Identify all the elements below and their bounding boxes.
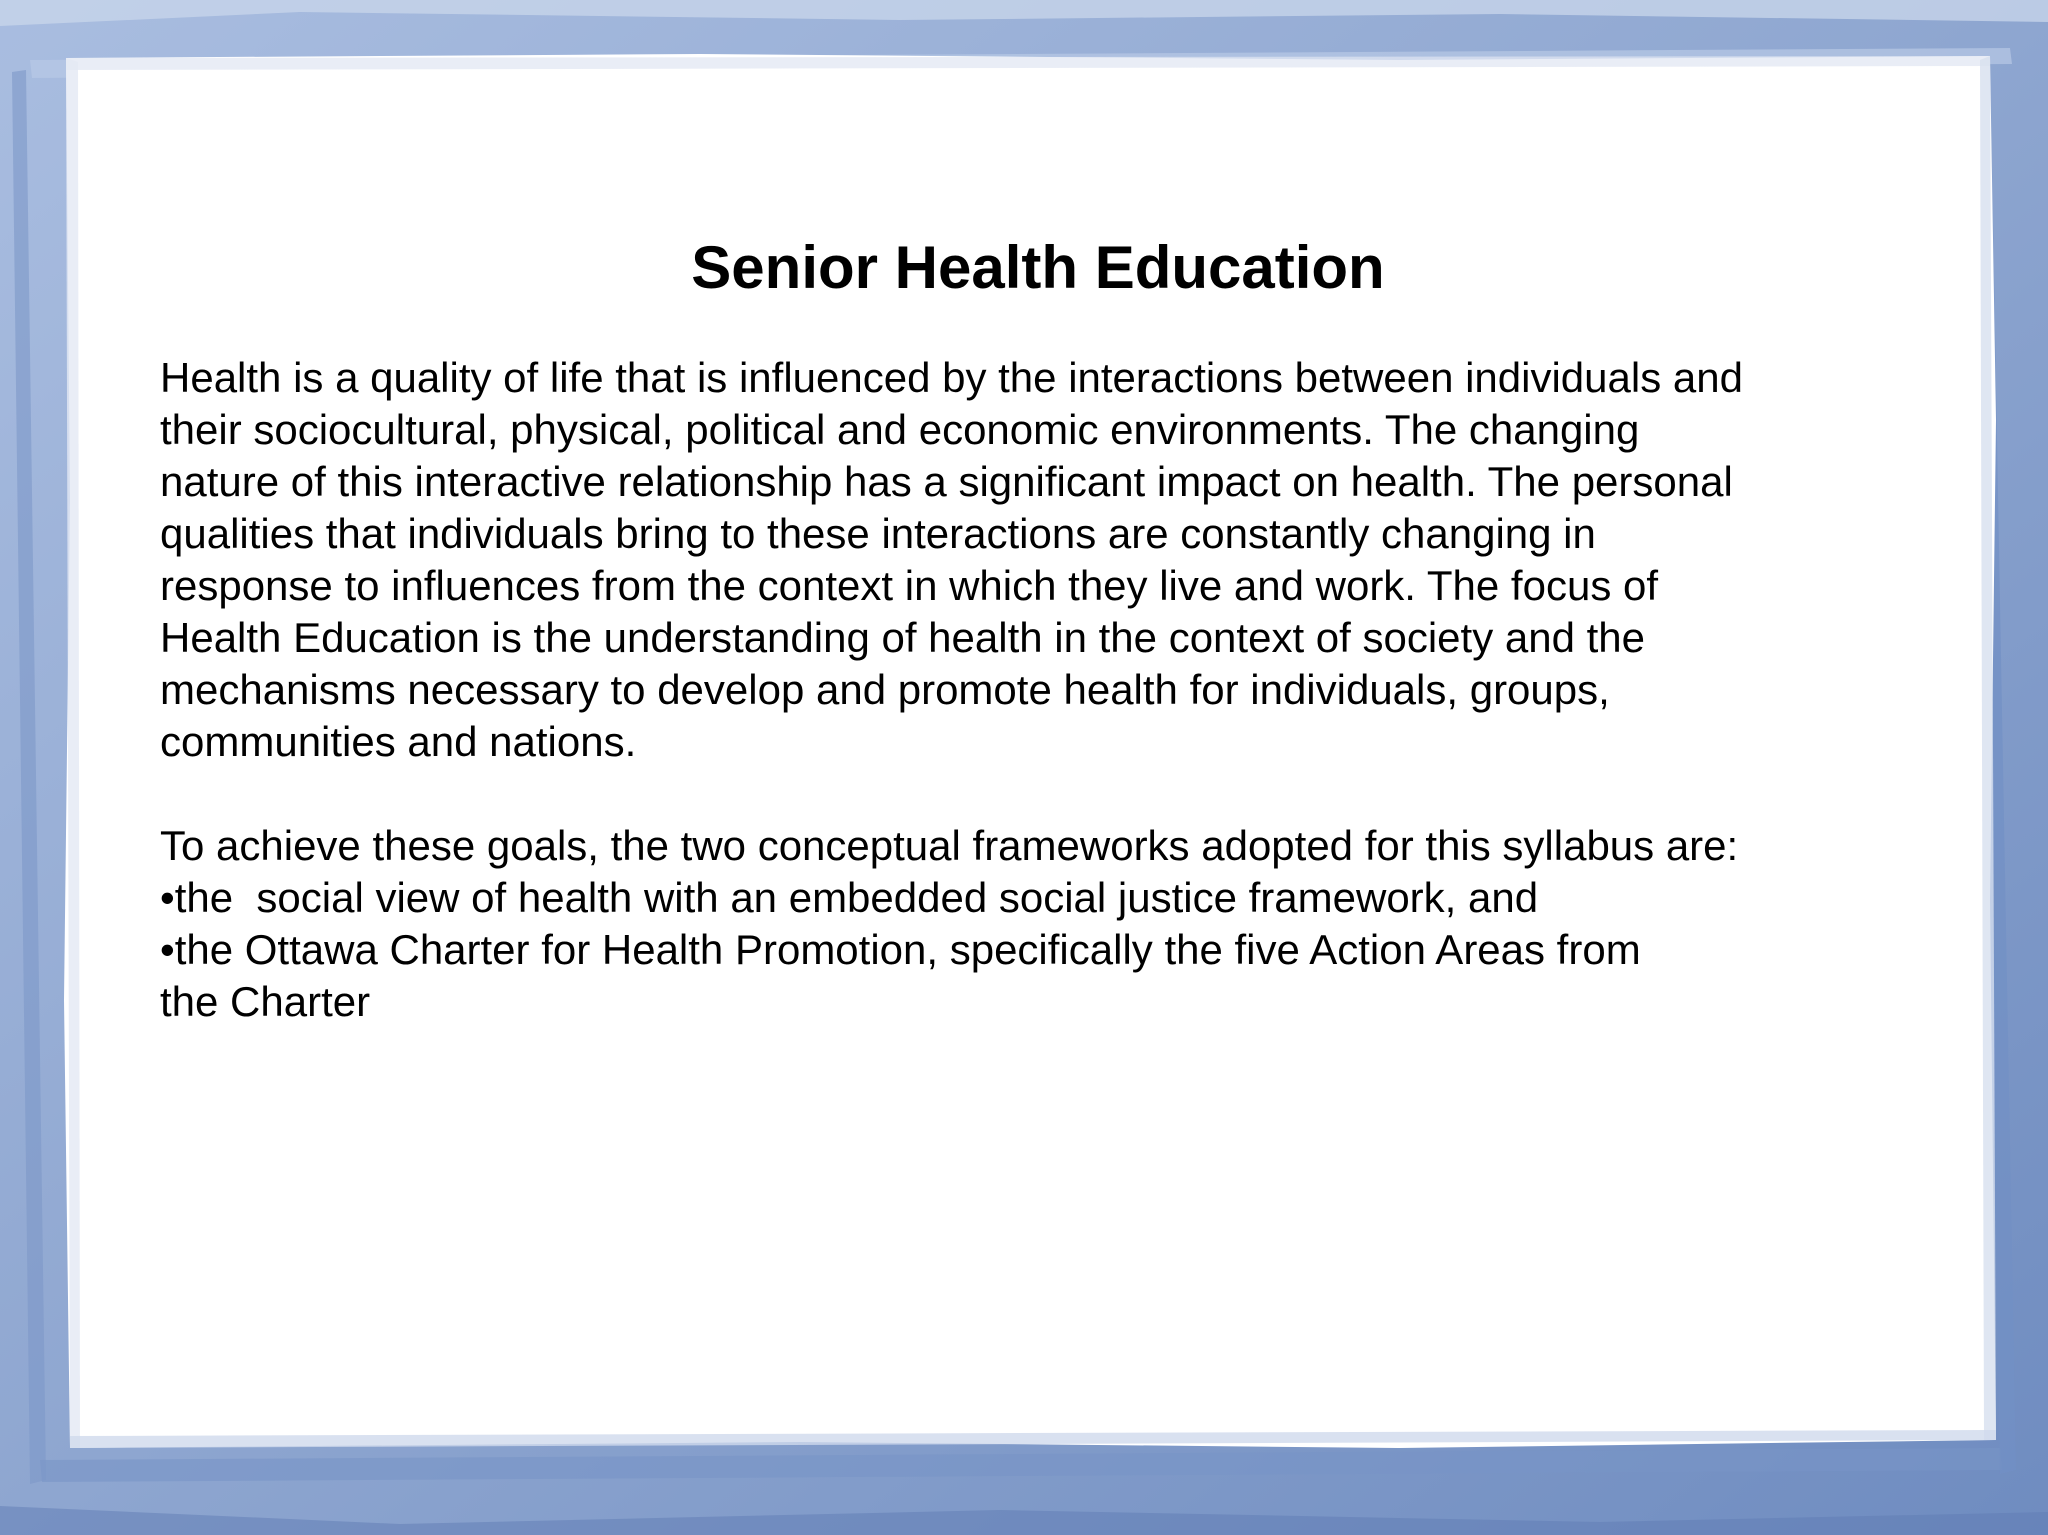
bullet-ottawa-charter-continued: the Charter [160,978,371,1025]
paragraph-1-line-1: Health is a quality of life that is influenced by the interactions between individuals and [160,354,1743,401]
paragraph-1-line-8: communities and nations. [160,718,637,765]
paragraph-1-line-3: nature of this interactive relationship has a significant impact on health. The personal [160,458,1733,505]
paragraph-1-line-7: mechanisms necessary to develop and promote health for individuals, groups, [160,666,1610,713]
paragraph-spacer [160,768,1940,820]
paragraph-1-line-6: Health Education is the understanding of health in the context of society and the [160,614,1645,661]
paragraph-1-line-4: qualities that individuals bring to these interactions are constantly changing in [160,510,1596,557]
slide-body [160,352,1940,1028]
bullet-ottawa-charter: •the Ottawa Charter for Health Promotion, specifically the five Action Areas from [160,926,1641,973]
paragraph-1-line-5: response to influences from the context in which they live and work. The focus of [160,562,1659,609]
paragraph-2-line-1: To achieve these goals, the two conceptual frameworks adopted for this syllabus are: [160,822,1739,869]
slide-title: Senior Health Education [691,234,1385,301]
bullet-social-view: •the social view of health with an embedded social justice framework, and [160,874,1539,921]
paragraph-1-line-2: their sociocultural, physical, political and economic environments. The changing [160,406,1640,453]
